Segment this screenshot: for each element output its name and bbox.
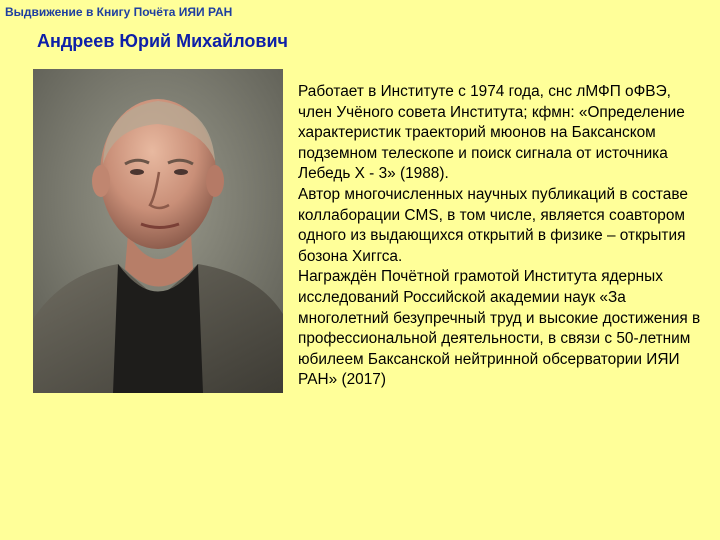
bio-paragraph-career: Работает в Институте с 1974 года, снс лМФП оФВЭ, член Учёного совета Института; кфмн: «Определение характеристик траекторий мюонов на Баксанском подземном телескопе и поиск сигнала от источника Лебедь X - 3» (1988). xyxy=(298,83,685,183)
person-name-title: Андреев Юрий Михайлович xyxy=(37,31,288,51)
slide-header: Выдвижение в Книгу Почёта ИЯИ РАН xyxy=(5,5,233,19)
portrait-photo xyxy=(33,69,283,393)
bio-paragraph-award: Награждён Почётной грамотой Института ядерных исследований Российской академии наук «За многолетний безупречный труд и высокие достижения в профессиональной деятельности, в связи с 50-летним юбилеем Баксанской нейтринной обсерватории ИЯИ РАН» (2017) xyxy=(298,268,701,389)
biography-text xyxy=(298,82,708,391)
bio-paragraph-publications: Автор многочисленных научных публикаций в составе коллаборации CMS, в том числе, является соавтором одного из выдающихся открытий в физике – открытия бозона Хиггса. xyxy=(298,185,688,265)
